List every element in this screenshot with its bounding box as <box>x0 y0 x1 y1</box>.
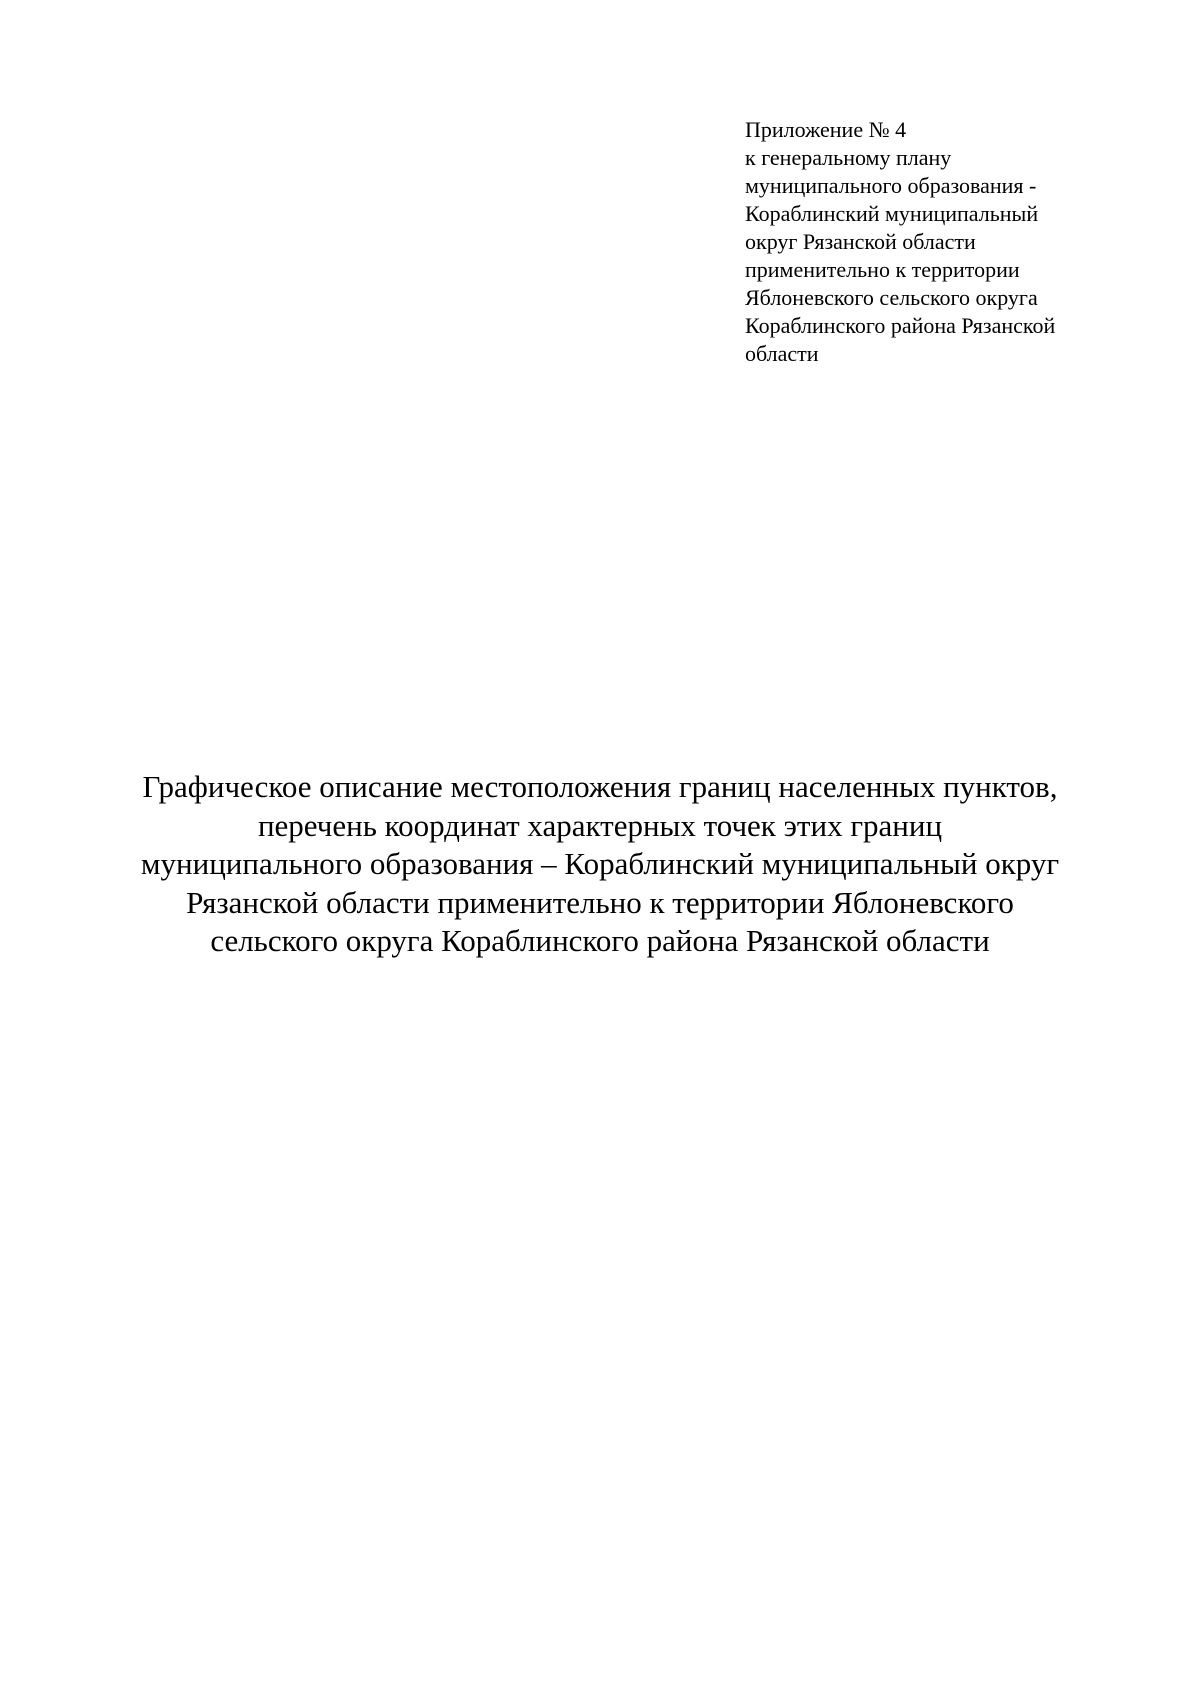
appendix-line: области <box>745 341 819 366</box>
title-line: сельского округа Кораблинского района Рязанской области <box>210 923 990 958</box>
document-title <box>100 768 1100 961</box>
appendix-number: Приложение № 4 <box>745 117 907 142</box>
appendix-line: муниципального образования - <box>745 173 1037 198</box>
title-line: перечень координат характерных точек этих границ <box>257 807 943 843</box>
appendix-line: применительно к территории <box>745 257 1020 282</box>
title-line: Рязанской области применительно к территории Яблоневского <box>186 884 1014 920</box>
appendix-line: к генеральному плану <box>745 145 952 170</box>
appendix-header <box>745 116 1165 368</box>
title-line: муниципального образования – Кораблинский муниципальный округ <box>140 846 1060 881</box>
appendix-line: Кораблинского района Рязанской <box>745 313 1056 338</box>
appendix-line: Яблоневского сельского округа <box>745 285 1038 310</box>
appendix-line: округ Рязанской области <box>745 229 976 254</box>
appendix-line: Кораблинский муниципальный <box>745 201 1039 226</box>
title-line: Графическое описание местоположения границ населенных пунктов, <box>142 769 1058 804</box>
